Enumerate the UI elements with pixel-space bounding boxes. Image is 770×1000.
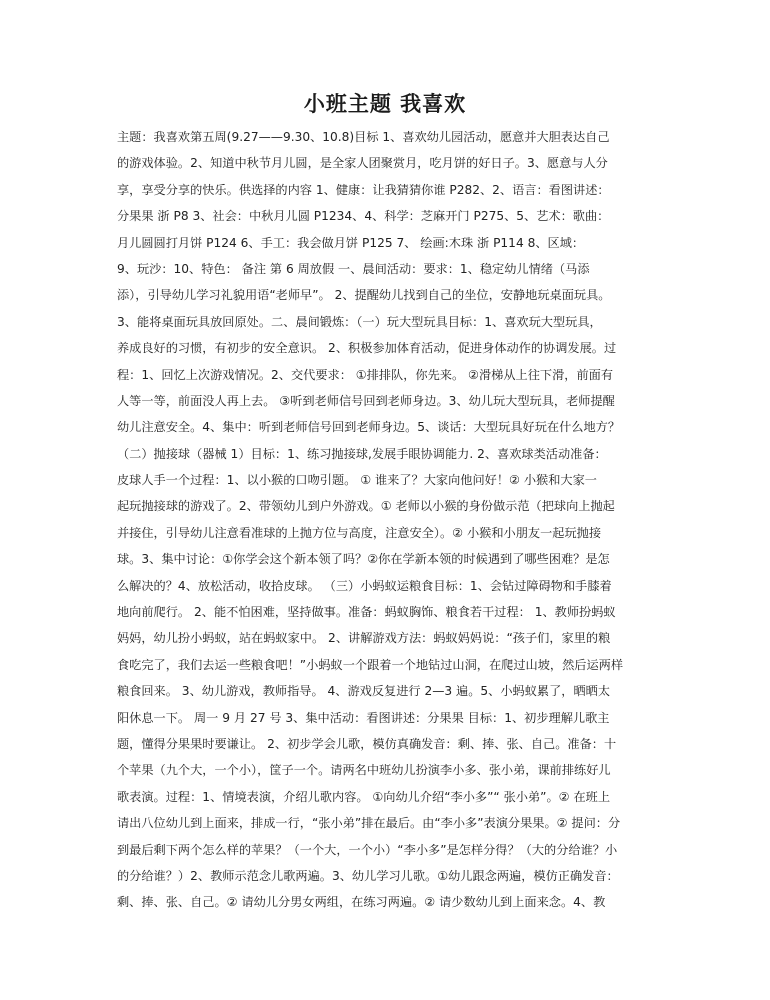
paragraph-line: 食吃完了，我们去运一些粮食吧！”小蚂蚁一个跟着一个地钻过山洞，在爬过山坡，然后运两样 [117,657,624,672]
paragraph-line: 个苹果（九个大，一个小），筐子一个。请两名中班幼儿扮演李小多、张小弟，课前排练好儿 [117,763,611,778]
paragraph-line: 皮球人手一个过程：1、以小猴的口吻引题。 ① 谁来了？大家向他问好！② 小猴和大家一 [117,473,597,488]
paragraph-line: 到最后剩下两个怎么样的苹果？（一个大，一个小）“李小多”是怎样分得？（大的分给谁？小 [117,842,618,857]
paragraph-line: 程：1、回忆上次游戏情况。2、交代要求： ①排排队，你先来。 ②滑梯从上往下滑，前面有 [117,367,614,382]
paragraph-line: 幼儿注意安全。4、集中：听到老师信号回到老师身边。5、谈话：大型玩具好玩在什么地方？ [117,420,621,435]
paragraph-line: 题，懂得分果果时要谦让。 2、初步学会儿歌，模仿真确发音：剩、捧、张、自己。准备：十 [117,736,617,751]
paragraph-line: 剩、捧、张、自己。② 请幼儿分男女两组，在练习两遍。② 请少数幼儿到上面来念。4、教 [117,895,606,910]
paragraph-line: （二）抛接球（器械 1）目标：1、练习抛接球,发展手眼协调能力. 2、喜欢球类活动准备： [117,446,607,461]
paragraph-line: 人等一等，前面没人再上去。 ③听到老师信号回到老师身边。3、幼儿玩大型玩具，老师提醒 [117,393,615,408]
document-body [117,124,657,916]
paragraph-line: 养成良好的习惯，有初步的安全意识。 2、积极参加体育活动，促进身体动作的协调发展。过 [117,341,617,356]
paragraph-line: 的游戏体验。2、知道中秋节月儿圆，是全家人团聚赏月，吃月饼的好日子。3、愿意与人分 [117,156,608,171]
paragraph-line: 起玩抛接球的游戏了。2、带领幼儿到户外游戏。① 老师以小猴的身份做示范（把球向上抛起 [117,499,615,514]
paragraph-line: 主题：我喜欢第五周(9.27——9.30、10.8)目标 1、喜欢幼儿园活动，愿意并大胆表达自己 [117,130,610,144]
paragraph-line: 享，享受分享的快乐。供选择的内容 1、健康：让我猜猜你谁 P282、2、语言：看图讲述： [117,182,610,197]
paragraph-line: 月儿圆圆打月饼 P124 6、手工：我会做月饼 P125 7、 绘画:木珠 浙 P114 8、区域： [117,235,585,250]
paragraph-line: 么解决的？4、放松活动，收拾皮球。 （三）小蚂蚁运粮食目标：1、会钻过障碍物和手膝着 [117,578,612,593]
paragraph-line: 分果果 浙 P8 3、社会：中秋月儿圆 P1234、4、科学：芝麻开门 P275、5、艺术：歌曲： [117,209,610,224]
document-title: 小班主题 我喜欢 [303,91,467,116]
paragraph-line: 3、能将桌面玩具放回原处。二、晨间锻炼：（一）玩大型玩具目标：1、喜欢玩大型玩具， [117,314,602,329]
paragraph-line: 球。3、集中讨论：①你学会这个新本领了吗？②你在学新本领的时候遇到了哪些困难？是怎 [117,552,610,567]
paragraph-line: 阳休息一下。 周一 9 月 27 号 3、集中活动：看图讲述：分果果 目标：1、初步理解儿歌主 [117,710,610,725]
paragraph-line: 请出八位幼儿到上面来，排成一行，“张小弟”排在最后。由“李小多”表演分果果。② 提问：分 [117,816,621,831]
paragraph-line: 粮食回来。 3、幼儿游戏，教师指导。 4、游戏反复进行 2—3 遍。5、小蚂蚁累了，晒晒太 [117,684,611,699]
paragraph-line: 地向前爬行。 2、能不怕困难，坚持做事。准备：蚂蚁胸饰、粮食若干过程： 1、教师扮蚂蚁 [117,605,616,620]
paragraph-line: 的分给谁？）2、教师示范念儿歌两遍。3、幼儿学习儿歌。①幼儿跟念两遍，模仿正确发音： [117,868,619,883]
paragraph-line: 添），引导幼儿学习礼貌用语“老师早”。 2、提醒幼儿找到自己的坐位，安静地玩桌面玩具。 [117,288,611,303]
paragraph-line: 并接住，引导幼儿注意看准球的上抛方位与高度，注意安全）。② 小猴和小朋友一起玩抛接 [117,525,602,540]
paragraph-line: 9、玩沙：10、特色： 备注 第 6 周放假 一、晨间活动：要求：1、稳定幼儿情绪（马添 [117,261,590,276]
paragraph-line: 歌表演。过程：1、情境表演，介绍儿歌内容。 ①向幼儿介绍“李小多”“ 张小弟”。② 在班上 [117,789,611,804]
paragraph-line: 妈妈，幼儿扮小蚂蚁，站在蚂蚁家中。 2、讲解游戏方法：蚂蚁妈妈说：“孩子们，家里的粮 [117,631,611,646]
